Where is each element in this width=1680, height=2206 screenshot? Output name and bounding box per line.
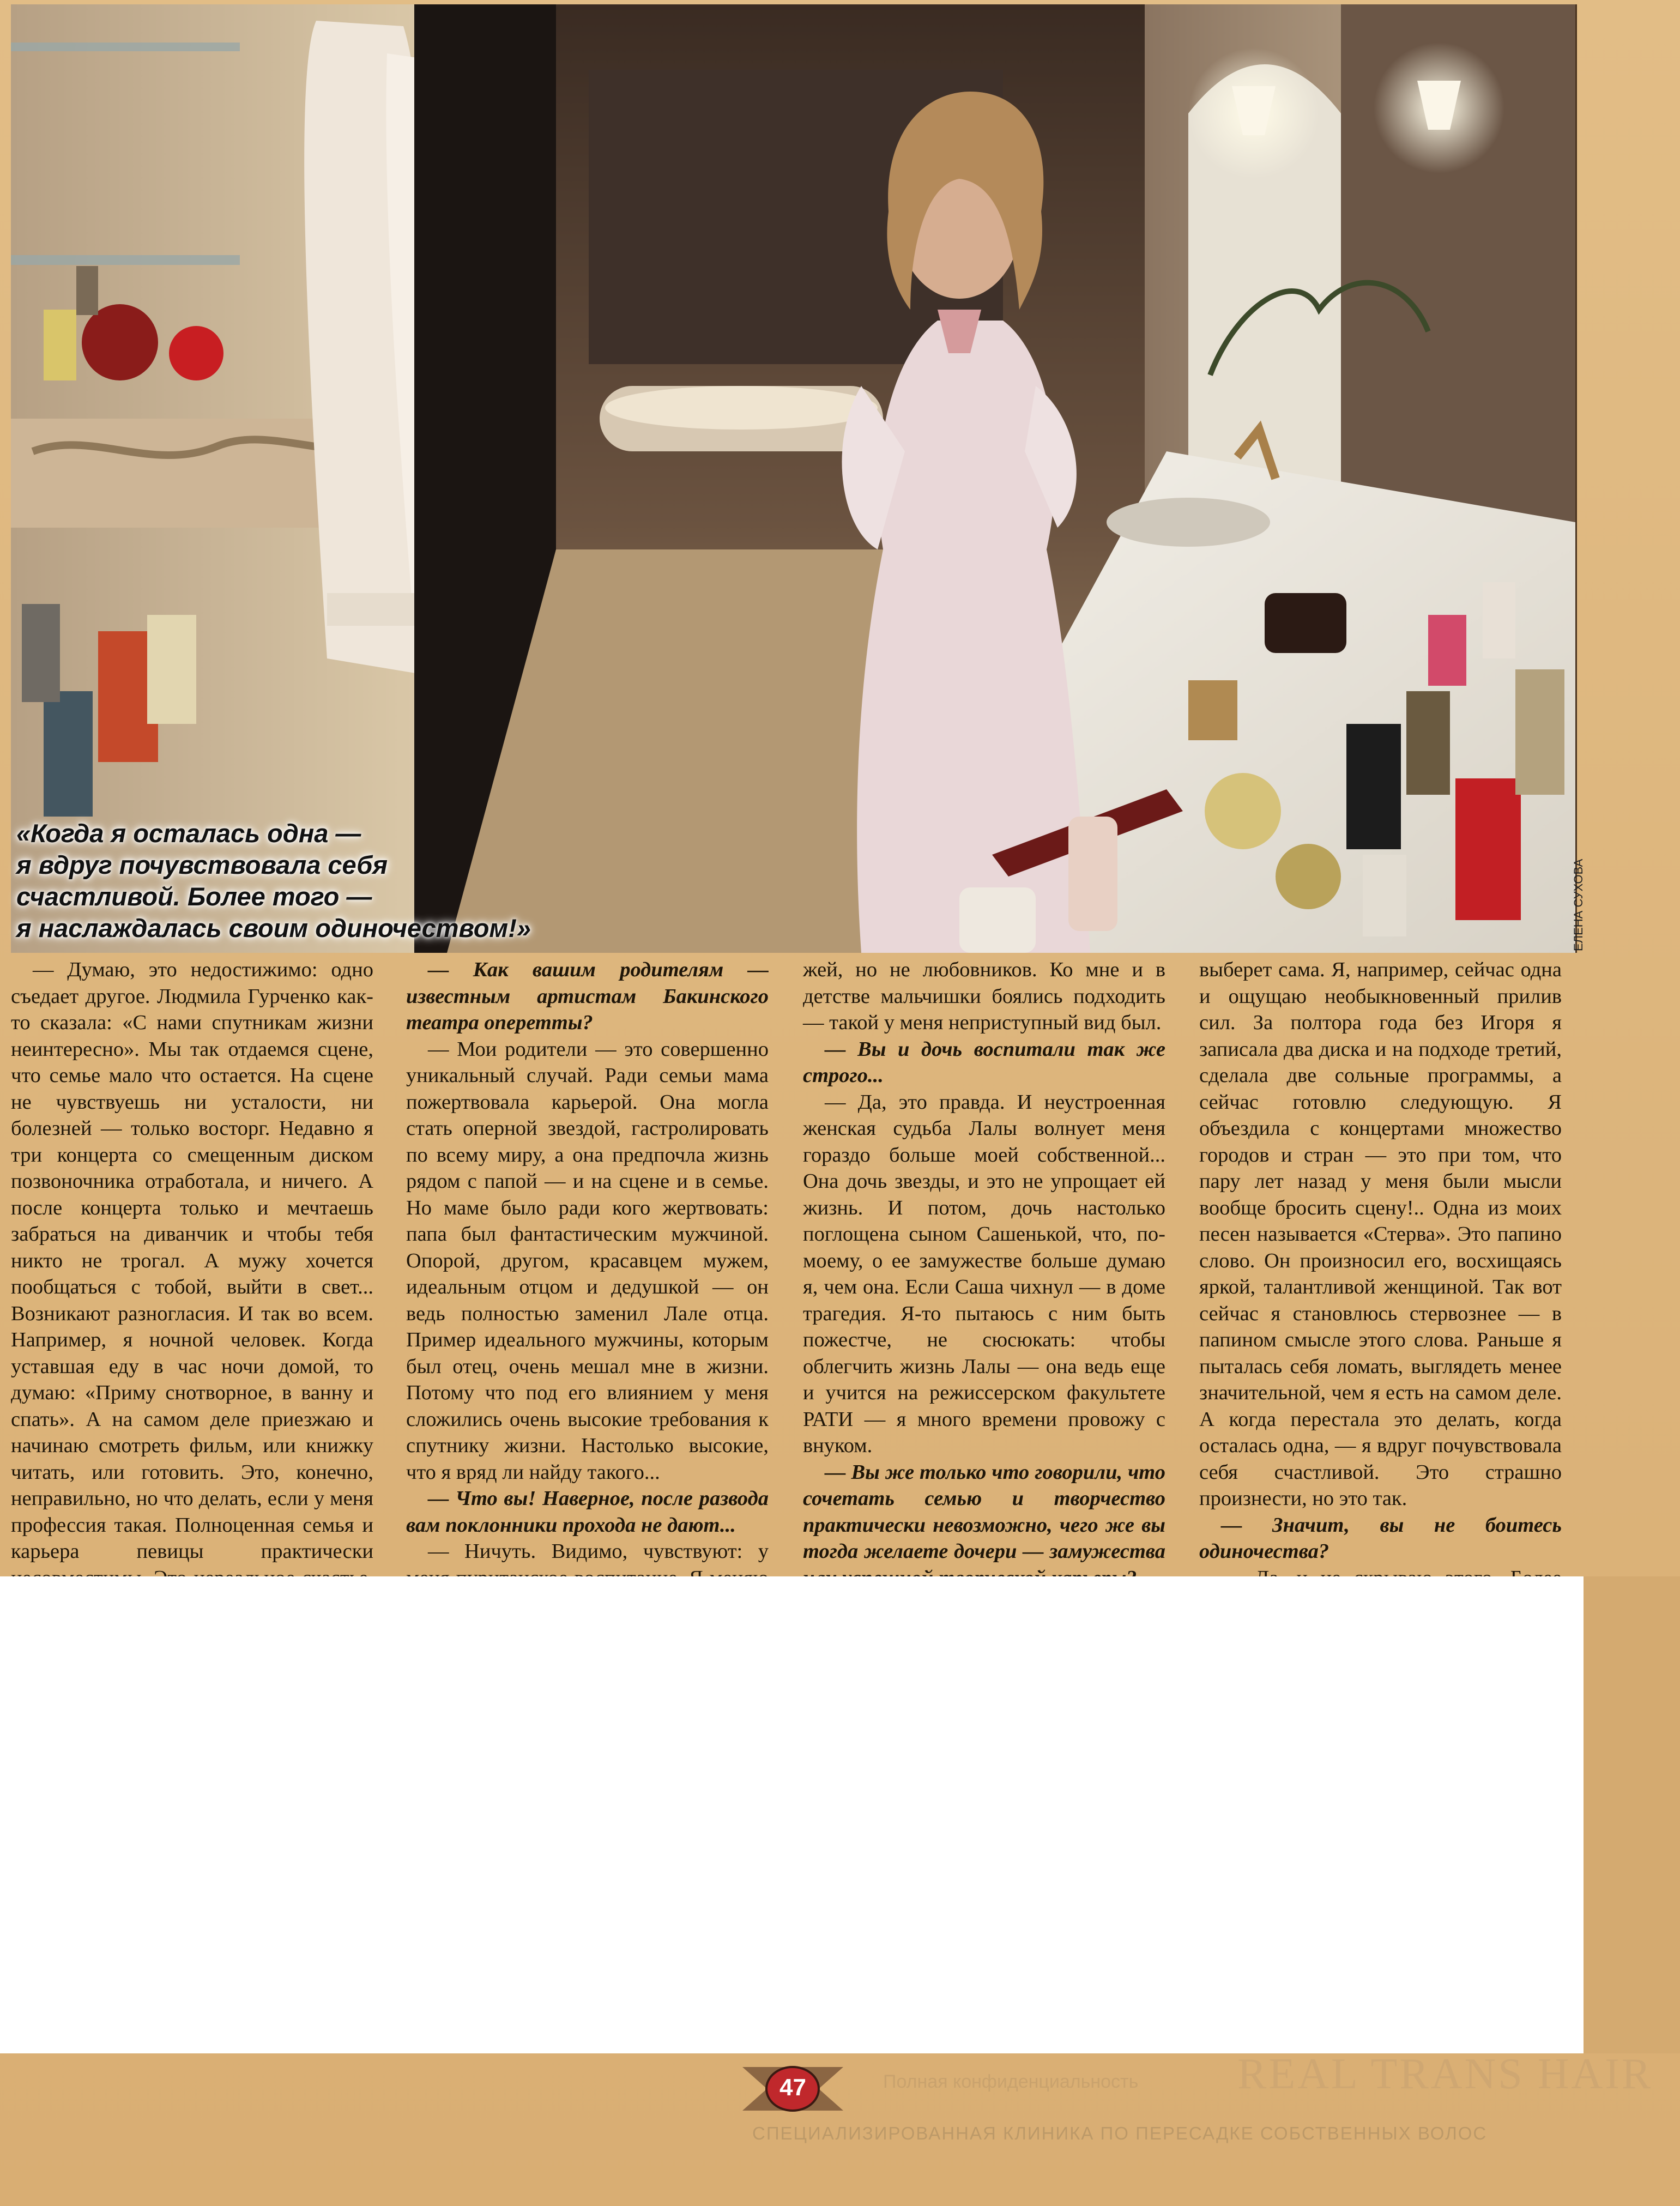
paragraph: жей, но не любовников. Ко мне и в детстве мальчишки боялись подходить — такой у меня неприступный вид был. — [803, 958, 1165, 1034]
blank-area — [0, 1576, 1584, 2053]
bleed-through-brand: REAL TRANS HAIR — [1237, 2050, 1653, 2098]
paragraph: — Да, это правда. И неустроенная женская судьба Лалы волнует меня гораздо больше моей собственной... Она дочь звезды, и это не упрощает ей жизнь. И потом, дочь настолько поглощена сыном Сашенькой, что, по-моему, о ее замужестве больше думаю я, чем она. Если Саша чихнул — в доме трагедия. Я-то пытаюсь с ним быть пожестче, не сюсюкать: чтобы облегчить жизнь Лалы — она ведь еще и учится на режиссерском факультете РАТИ — я много времени провожу с внуком. — [803, 1090, 1165, 1457]
interview-question: — Как вашим родителям — известным артистам Бакинского театра оперетты? — [406, 958, 769, 1034]
interview-question: — Вы и дочь воспитали так же строго... — [803, 1037, 1165, 1087]
bleed-through-bottom-line: СПЕЦИАЛИЗИРОВАННАЯ КЛИНИКА ПО ПЕРЕСАДКЕ СОБСТВЕННЫХ ВОЛОС — [752, 2123, 1488, 2143]
photo-caption: «Когда я осталась одна — я вдруг почувствовала себя счастливой. Более того — я наслаждалась своим одиночеством!» — [16, 819, 531, 942]
page-number: 47 — [779, 2074, 806, 2101]
photo-credit: ЕЛЕНА СУХОВА — [1572, 859, 1585, 951]
paragraph: — Думаю, это недостижимо: одно съедает другое. Людмила Гурченко как-то сказала: «С нами спутникам жизни неинтересно». Мы так отдаемся сцене, что семье мало что остается. На сцене не чувствуешь ни усталости, ни болезней — только восторг. Недавно я три концерта со смещенным диском позвоночника отработала, и ничего. А после концерта только и мечтаешь забраться на диванчик и чтобы тебя никто не трогал. А мужу хочется пообщаться с тобой, выйти в свет... Возникают разногласия. И так во всем. Например, я ночной человек. Когда уставшая еду в час ночи домой, то думаю: «Приму снотворное, в ванну и спать». А на самом деле приезжаю и начинаю смотреть фильм, или книжку читать, или готовить. Это, конечно, неправильно, но что делать, если у меня профессия такая. Полноценная семья и карьера певицы практически — [11, 958, 373, 1563]
interview-question: — Значит, вы не боитесь одиночества? — [1199, 1513, 1562, 1563]
article-column-2 — [406, 957, 769, 1618]
paragraph: — Мои родители — это совершенно уникальный случай. Ради семьи мама пожертвовала карьерой. Она могла стать оперной звездой, гастролировать по всему миру, а она предпочла жизнь рядом с папой — и на сцене и в семье. Но маме было ради кого жертвовать: папа был фантастическим мужчиной. Опорой, другом, красавцем мужем, идеальным отцом и дедушкой — он ведь полностью заменил Лале отца. Пример идеального мужчины, которым был отец, очень мешал мне в жизни. Потому что под его влиянием у меня сложились очень высокие требования к спутнику жизни. Настолько высокие, что я вряд ли найду такого... — [406, 1037, 769, 1484]
interview-question: — Что вы! Наверное, после развода вам поклонники прохода не дают... — [406, 1487, 769, 1537]
photo-illustration — [11, 4, 1575, 953]
article-column-3 — [803, 957, 1165, 1618]
bathroom-photo — [11, 4, 1577, 953]
paragraph: выберет сама. Я, например, сейчас одна и ощущаю необыкновенный прилив сил. За полтора года без Игоря я записала два диска и на подходе третий, сделала две сольные программы, а сейчас готовлю следующую. Я объездила с концертами множество городов и стран — это при том, что пару лет назад у меня были мысли вообще бросить сцену!.. Одна из моих песен называется «Стерва». Это папино слово. Он произносил его, восхищаясь яркой, талантливой женщиной. Так вот сейчас я становлюсь стервознее — в папином смысле этого слова. Раньше я пыталась себя ломать, выглядеть менее значительной, чем я есть на самом деле. А когда перестала это делать, когда осталась одна, — я вдруг почувствовала себя счастливой. Это страшно произнести, но это так. — [1199, 958, 1562, 1510]
bleed-through-subtitle: Полная конфиденциальность — [883, 2071, 1139, 2092]
interview-question: — Вы же только что говорили, что сочетать семью и творчество практически невозможно, чего же вы тогда желаете дочери — замужества — [803, 1460, 1165, 1563]
article-column-1 — [11, 957, 373, 1618]
paragraph: — Ничуть. Видимо, чувствуют: у — [428, 1540, 769, 1563]
article-column-4 — [1199, 957, 1562, 1647]
page-edge-strip — [1584, 1576, 1680, 2053]
